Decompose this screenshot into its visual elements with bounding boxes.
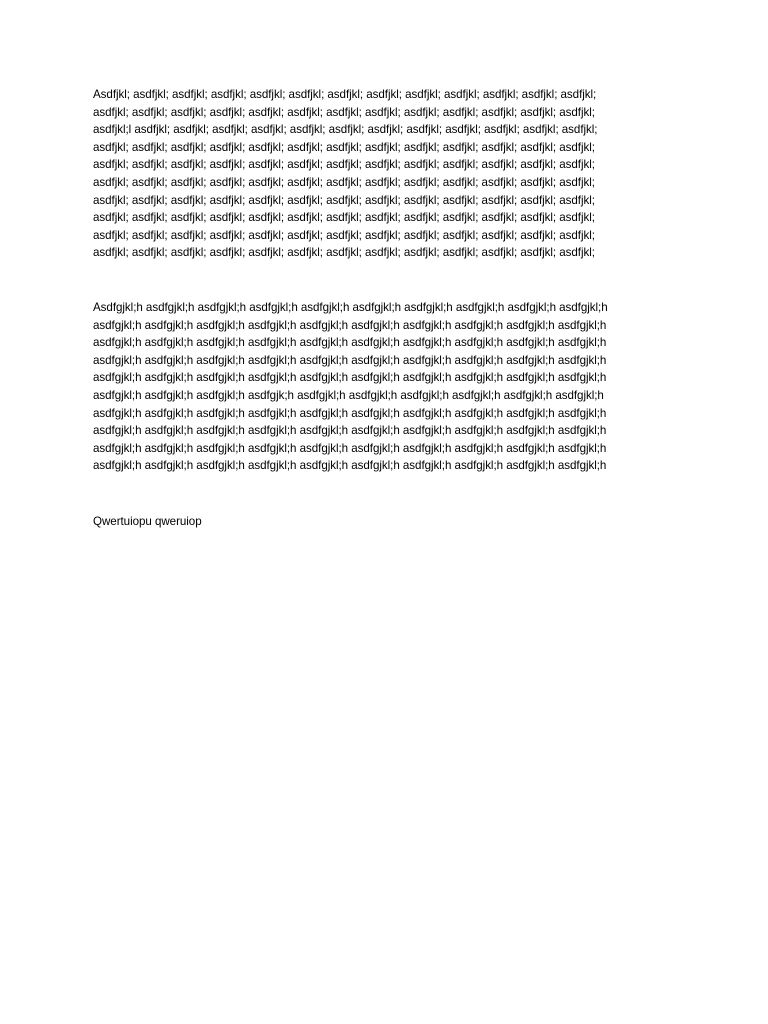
text-line: asdfgjkl;h asdfgjkl;h asdfgjkl;h asdfgjkl;h asdfgjkl;h asdfgjkl;h asdfgjkl;h asdfgjkl;h asdfgjkl;h asdfgjkl;h: [93, 336, 607, 350]
text-line: asdfgjkl;h asdfgjkl;h asdfgjkl;h asdfgjkl;h asdfgjkl;h asdfgjkl;h asdfgjkl;h asdfgjkl;h asdfgjkl;h asdfgjkl;h: [93, 353, 607, 367]
text-line: Asdfgjkl;h asdfgjkl;h asdfgjkl;h asdfgjkl;h asdfgjkl;h asdfgjkl;h asdfgjkl;h asdfgjkl;h asdfgjkl;h asdfgjkl;h: [93, 301, 608, 314]
text-line: asdfjkl;l asdfjkl; asdfjkl; asdfjkl; asdfjkl; asdfjkl; asdfjkl; asdfjkl; asdfjkl; asdfjkl; asdfjkl; asdfjkl; asdfjkl;: [93, 123, 598, 137]
text-line: asdfjkl; asdfjkl; asdfjkl; asdfjkl; asdfjkl; asdfjkl; asdfjkl; asdfjkl; asdfjkl; asdfjkl; asdfjkl; asdfjkl; asdfjkl;: [93, 105, 595, 119]
text-line: asdfgjkl;h asdfgjkl;h asdfgjkl;h asdfgjkl;h asdfgjkl;h asdfgjkl;h asdfgjkl;h asdfgjkl;h asdfgjkl;h asdfgjkl;h: [93, 424, 607, 438]
text-line: asdfjkl; asdfjkl; asdfjkl; asdfjkl; asdfjkl; asdfjkl; asdfjkl; asdfjkl; asdfjkl; asdfjkl; asdfjkl; asdfjkl; asdfjkl;: [93, 140, 595, 154]
paragraph-qwertuiop[interactable]: [93, 513, 693, 531]
paragraph-asdfgjklh[interactable]: [93, 299, 693, 475]
text-line: asdfjkl; asdfjkl; asdfjkl; asdfjkl; asdfjkl; asdfjkl; asdfjkl; asdfjkl; asdfjkl; asdfjkl; asdfjkl; asdfjkl; asdfjkl;: [93, 228, 595, 242]
paragraph-asdfjkl[interactable]: [93, 86, 693, 262]
text-line: asdfgjkl;h asdfgjkl;h asdfgjkl;h asdfgjkl;h asdfgjkl;h asdfgjkl;h asdfgjkl;h asdfgjkl;h asdfgjkl;h asdfgjkl;h: [93, 371, 607, 385]
text-line: asdfjkl; asdfjkl; asdfjkl; asdfjkl; asdfjkl; asdfjkl; asdfjkl; asdfjkl; asdfjkl; asdfjkl; asdfjkl; asdfjkl; asdfjkl;: [93, 193, 595, 207]
text-line: asdfgjkl;h asdfgjkl;h asdfgjkl;h asdfgjkl;h asdfgjkl;h asdfgjkl;h asdfgjkl;h asdfgjkl;h asdfgjkl;h asdfgjkl;h: [93, 441, 607, 455]
text-line: asdfgjkl;h asdfgjkl;h asdfgjkl;h asdfgjkl;h asdfgjkl;h asdfgjkl;h asdfgjkl;h asdfgjkl;h asdfgjkl;h asdfgjkl;h: [93, 459, 607, 473]
text-line: asdfjkl; asdfjkl; asdfjkl; asdfjkl; asdfjkl; asdfjkl; asdfjkl; asdfjkl; asdfjkl; asdfjkl; asdfjkl; asdfjkl; asdfjkl;: [93, 158, 595, 172]
text-line: asdfgjkl;h asdfgjkl;h asdfgjkl;h asdfgjk;h asdfgjkl;h asdfgjkl;h asdfgjkl;h asdfgjkl;h asdfgjkl;h asdfgjkl;h: [93, 388, 604, 402]
text-line: Qwertuiopu qweruiop: [93, 515, 202, 528]
text-line: Asdfjkl; asdfjkl; asdfjkl; asdfjkl; asdfjkl; asdfjkl; asdfjkl; asdfjkl; asdfjkl; asdfjkl; asdfjkl; asdfjkl; asdfjkl;: [93, 88, 597, 101]
text-line: asdfgjkl;h asdfgjkl;h asdfgjkl;h asdfgjkl;h asdfgjkl;h asdfgjkl;h asdfgjkl;h asdfgjkl;h asdfgjkl;h asdfgjkl;h: [93, 318, 607, 332]
text-line: asdfjkl; asdfjkl; asdfjkl; asdfjkl; asdfjkl; asdfjkl; asdfjkl; asdfjkl; asdfjkl; asdfjkl; asdfjkl; asdfjkl; asdfjkl;: [93, 246, 595, 260]
text-line: asdfjkl; asdfjkl; asdfjkl; asdfjkl; asdfjkl; asdfjkl; asdfjkl; asdfjkl; asdfjkl; asdfjkl; asdfjkl; asdfjkl; asdfjkl;: [93, 211, 595, 225]
text-line: asdfjkl; asdfjkl; asdfjkl; asdfjkl; asdfjkl; asdfjkl; asdfjkl; asdfjkl; asdfjkl; asdfjkl; asdfjkl; asdfjkl; asdfjkl;: [93, 175, 595, 189]
text-line: asdfgjkl;h asdfgjkl;h asdfgjkl;h asdfgjkl;h asdfgjkl;h asdfgjkl;h asdfgjkl;h asdfgjkl;h asdfgjkl;h asdfgjkl;h: [93, 406, 607, 420]
